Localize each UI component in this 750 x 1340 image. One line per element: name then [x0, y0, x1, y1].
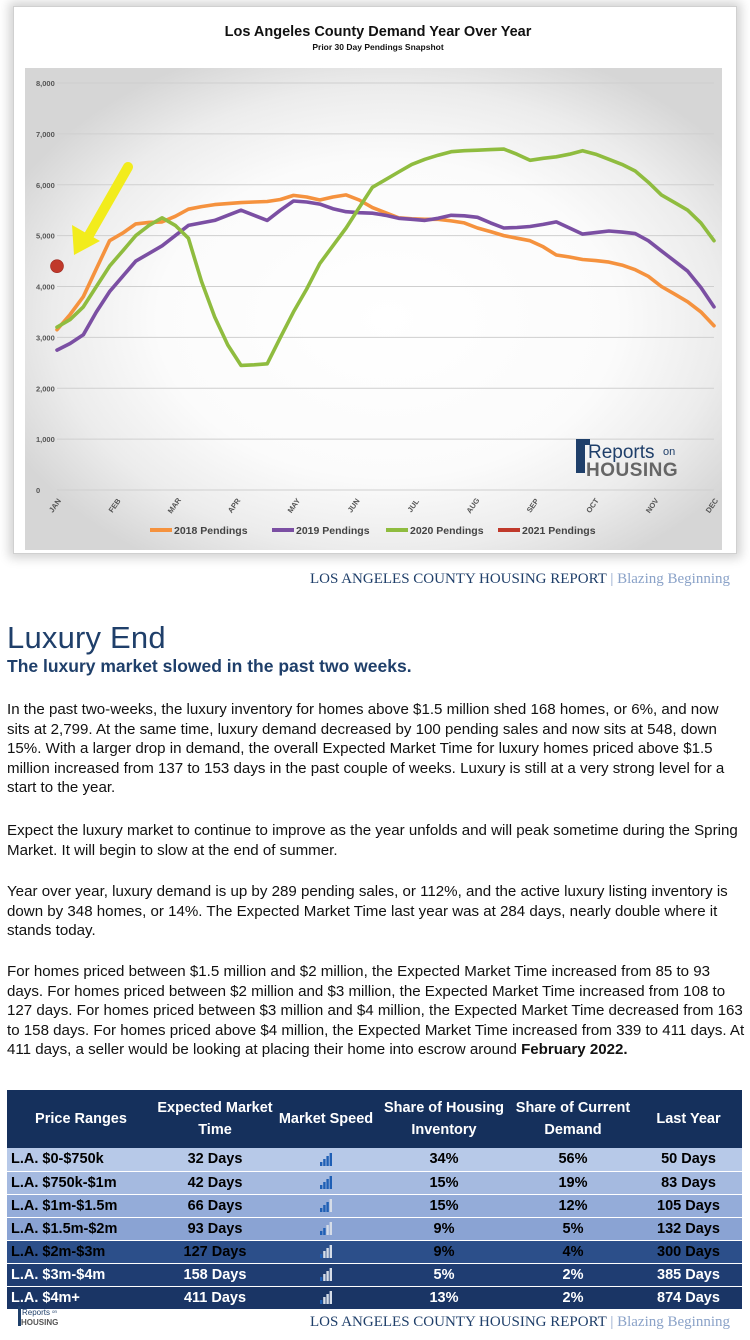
cell-share-demand: 2%	[511, 1263, 635, 1286]
cell-market-speed	[275, 1217, 377, 1240]
paragraph-4-bold: February 2022.	[521, 1041, 628, 1058]
cell-last-year: 385 Days	[635, 1263, 742, 1286]
cell-share-inventory: 34%	[377, 1148, 511, 1171]
x-tick-label: SEP	[524, 496, 541, 515]
chart-brand-line2: HOUSING	[586, 460, 679, 481]
cell-share-inventory: 5%	[377, 1263, 511, 1286]
cell-share-inventory: 15%	[377, 1194, 511, 1217]
header-expected-market-time: Expected Market Time	[155, 1090, 275, 1148]
report-footer-separator: |	[606, 1314, 618, 1330]
demand-chart	[13, 6, 737, 554]
legend-entry: 2020 Pendings	[410, 525, 484, 537]
cell-share-inventory: 9%	[377, 1217, 511, 1240]
cell-price-range: L.A. $3m-$4m	[7, 1263, 155, 1286]
report-footer-subtitle: Blazing Beginning	[617, 1314, 730, 1330]
cell-share-inventory: 15%	[377, 1171, 511, 1194]
header-price-ranges: Price Ranges	[7, 1090, 155, 1148]
y-tick-label: 6,000	[36, 180, 55, 190]
legend-entry: 2018 Pendings	[174, 525, 248, 537]
legend-entry: 2019 Pendings	[296, 525, 370, 537]
table-row	[7, 1217, 742, 1240]
cell-share-inventory: 13%	[377, 1286, 511, 1309]
chart-title: Los Angeles County Demand Year Over Year	[224, 24, 532, 40]
market-speed-icon	[319, 1245, 333, 1258]
cell-expected-market-time: 66 Days	[155, 1194, 275, 1217]
cell-market-speed	[275, 1286, 377, 1309]
y-tick-label: 7,000	[36, 129, 55, 139]
cell-market-speed	[275, 1263, 377, 1286]
market-speed-icon	[319, 1153, 333, 1166]
cell-last-year: 874 Days	[635, 1286, 742, 1309]
chart-brand-line1-small: on	[663, 446, 676, 458]
cell-last-year: 132 Days	[635, 1217, 742, 1240]
report-footer-subtitle: Blazing Beginning	[617, 571, 730, 587]
table-header-row	[7, 1090, 742, 1148]
report-footer-separator: |	[606, 571, 618, 587]
cell-expected-market-time: 127 Days	[155, 1240, 275, 1263]
header-share-inventory: Share of Housing Inventory	[377, 1090, 511, 1148]
table-brand-line1: Reports	[22, 1308, 51, 1317]
market-speed-icon	[319, 1268, 333, 1281]
demand-chart-svg	[14, 7, 738, 555]
section-title: Luxury End	[7, 620, 166, 655]
paragraph-4	[7, 962, 745, 1060]
report-footer-top	[310, 571, 730, 588]
market-speed-icon	[319, 1291, 333, 1304]
cell-price-range: L.A. $4m+	[7, 1286, 155, 1309]
paragraph-2: Expect the luxury market to continue to improve as the year unfolds and will peak sometime during the Spring Market. It will begin to slow at the end of summer.	[7, 822, 738, 859]
x-tick-label: APR	[225, 496, 243, 515]
table-row	[7, 1240, 742, 1263]
report-footer-bottom	[310, 1314, 730, 1331]
luxury-table	[7, 1090, 742, 1310]
y-tick-label: 1,000	[36, 435, 55, 445]
y-tick-label: 3,000	[36, 333, 55, 343]
cell-expected-market-time: 42 Days	[155, 1171, 275, 1194]
x-tick-label: MAY	[285, 496, 303, 515]
cell-last-year: 83 Days	[635, 1171, 742, 1194]
x-tick-label: AUG	[464, 496, 482, 515]
table-row	[7, 1194, 742, 1217]
table-brand-logo	[18, 1306, 68, 1328]
cell-share-demand: 56%	[511, 1148, 635, 1171]
cell-share-inventory: 9%	[377, 1240, 511, 1263]
x-tick-label: FEB	[106, 496, 123, 515]
cell-last-year: 105 Days	[635, 1194, 742, 1217]
y-tick-label: 4,000	[36, 282, 55, 292]
chart-subtitle: Prior 30 Day Pendings Snapshot	[312, 42, 444, 52]
table-row	[7, 1286, 742, 1309]
legend-entry: 2021 Pendings	[522, 525, 596, 537]
cell-expected-market-time: 32 Days	[155, 1148, 275, 1171]
chart-brand-line1: Reports	[588, 442, 655, 463]
market-speed-icon	[319, 1199, 333, 1212]
cell-share-demand: 5%	[511, 1217, 635, 1240]
series-point-2021-pendings	[51, 260, 64, 273]
x-tick-label: JUL	[405, 497, 422, 514]
x-tick-label: NOV	[643, 496, 661, 515]
cell-last-year: 50 Days	[635, 1148, 742, 1171]
cell-market-speed	[275, 1194, 377, 1217]
market-speed-icon	[319, 1222, 333, 1235]
table-row	[7, 1148, 742, 1171]
report-footer-title: LOS ANGELES COUNTY HOUSING REPORT	[309, 1314, 607, 1330]
x-tick-label: DEC	[703, 496, 721, 515]
y-tick-label: 0	[36, 486, 41, 495]
cell-last-year: 300 Days	[635, 1240, 742, 1263]
chart-brand-logo	[576, 439, 678, 481]
cell-market-speed	[275, 1171, 377, 1194]
cell-price-range: L.A. $750k-$1m	[7, 1171, 155, 1194]
table-brand-line2: HOUSING	[21, 1318, 59, 1327]
y-tick-label: 2,000	[36, 384, 55, 394]
header-last-year: Last Year	[635, 1090, 742, 1148]
header-market-speed: Market Speed	[275, 1090, 377, 1148]
cell-expected-market-time: 93 Days	[155, 1217, 275, 1240]
report-footer-title: LOS ANGELES COUNTY HOUSING REPORT	[309, 571, 607, 587]
market-speed-icon	[319, 1176, 333, 1189]
cell-share-demand: 4%	[511, 1240, 635, 1263]
cell-price-range: L.A. $1.5m-$2m	[7, 1217, 155, 1240]
cell-market-speed	[275, 1148, 377, 1171]
paragraph-1: In the past two-weeks, the luxury inventory for homes above $1.5 million shed 168 homes, or 6%, and now sits at 2,799. At the same time, luxury demand decreased by 100 pending sales and now sits at 548, down 15%. With a larger drop in demand, the overall Expected Market Time for luxury homes priced above $1.5 million increased from 137 to 153 days in the past couple of weeks. Luxury is still at a very strong level for a start to the year.	[7, 701, 725, 796]
x-tick-label: OCT	[584, 496, 601, 515]
cell-price-range: L.A. $1m-$1.5m	[7, 1194, 155, 1217]
paragraph-4-text: For homes priced between $1.5 million and $2 million, the Expected Market Time increased from 85 to 93 days. For homes priced between $2 million and $3 million, the Expected Market Time increased from 108 to 127 days. For homes priced between $3 million and $4 million, the Expected Market Time decreased from 163 to 158 days. For homes priced above $4 million, the Expected Market Time increased from 339 to 411 days. At 411 days, a seller would be looking at placing their home into escrow around	[7, 963, 745, 1058]
header-share-demand: Share of Current Demand	[511, 1090, 635, 1148]
cell-share-demand: 2%	[511, 1286, 635, 1309]
cell-market-speed	[275, 1240, 377, 1263]
cell-expected-market-time: 158 Days	[155, 1263, 275, 1286]
table-row	[7, 1263, 742, 1286]
cell-expected-market-time: 411 Days	[155, 1286, 275, 1309]
x-tick-label: JAN	[46, 496, 63, 515]
y-tick-label: 8,000	[36, 79, 55, 88]
table-row	[7, 1171, 742, 1194]
table-brand-line1-small: on	[52, 1309, 58, 1314]
cell-share-demand: 19%	[511, 1171, 635, 1194]
cell-share-demand: 12%	[511, 1194, 635, 1217]
cell-price-range: L.A. $2m-$3m	[7, 1240, 155, 1263]
x-tick-label: JUN	[345, 496, 362, 515]
section-subtitle: The luxury market slowed in the past two weeks.	[7, 656, 412, 676]
paragraph-3: Year over year, luxury demand is up by 289 pending sales, or 112%, and the active luxury listing inventory is down by 348 homes, or 14%. The Expected Market Time last year was at 284 days, nearly double where it stands today.	[7, 883, 728, 939]
cell-price-range: L.A. $0-$750k	[7, 1148, 155, 1171]
y-tick-label: 5,000	[36, 231, 55, 241]
x-tick-label: MAR	[165, 495, 183, 516]
